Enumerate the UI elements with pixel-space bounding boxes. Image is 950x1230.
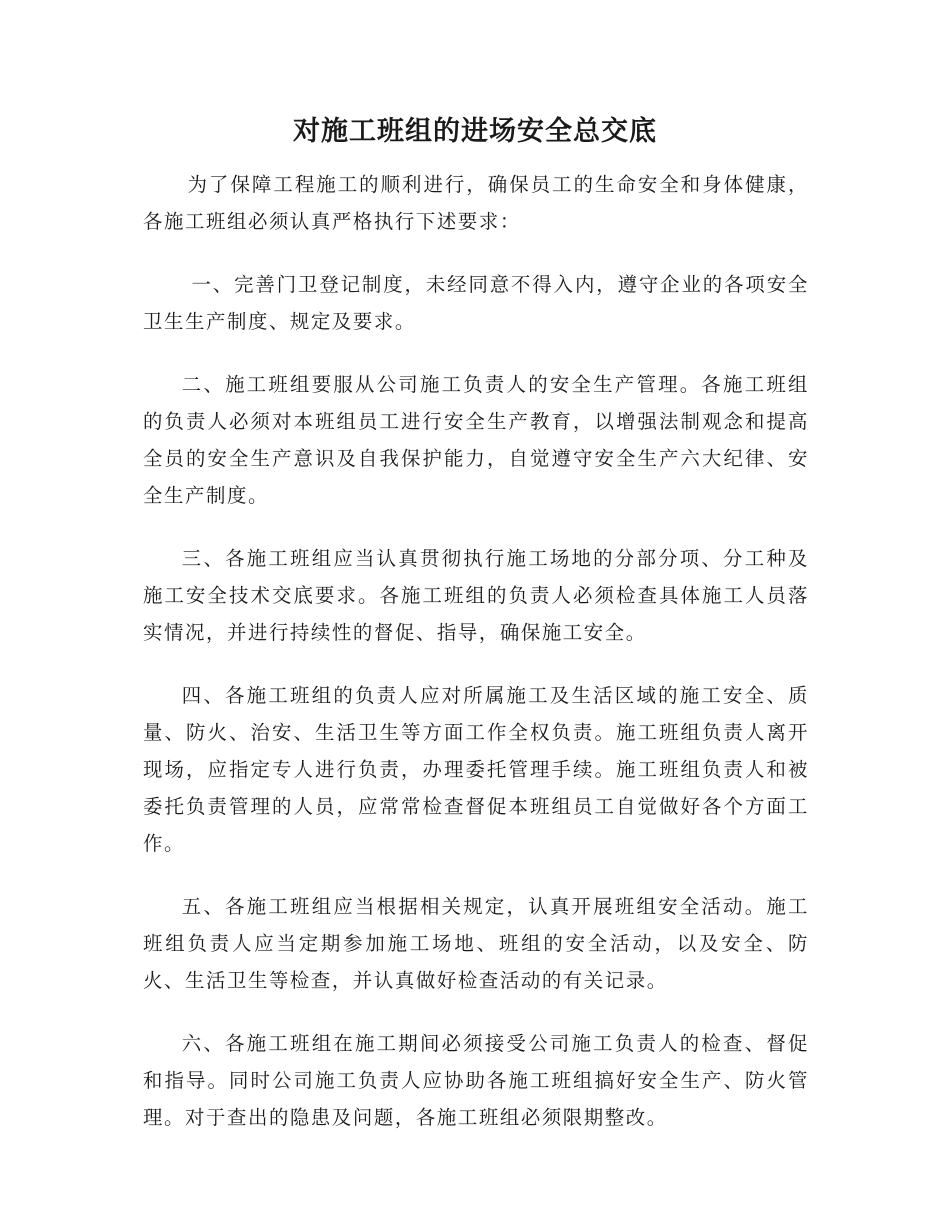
paragraph-5: 五、各施工班组应当根据相关规定，认真开展班组安全活动。施工班组负责人应当定期参加施工场地、班组的安全活动，以及安全、防火、生活卫生等检查，并认真做好检查活动的有关记录。: [143, 895, 809, 992]
paragraph-4: 四、各施工班组的负责人应对所属施工及生活区域的施工安全、质量、防火、治安、生活卫生等方面工作全权负责。施工班组负责人离开现场，应指定专人进行负责，办理委托管理手续。施工班组负责人和被委托负责管理的人员，应常常检查督促本班组员工自觉做好各个方面工作。: [143, 684, 809, 855]
paragraph-1: 一、完善门卫登记制度，未经同意不得入内，遵守企业的各项安全卫生生产制度、规定及要求。: [143, 273, 809, 333]
document-body: [143, 166, 809, 1162]
paragraph-6: 六、各施工班组在施工期间必须接受公司施工负责人的检查、督促和指导。同时公司施工负责人应协助各施工班组搞好安全生产、防火管理。对于查出的隐患及问题，各施工班组必须限期整改。: [143, 1032, 809, 1129]
paragraph-3: 三、各施工班组应当认真贯彻执行施工场地的分部分项、分工种及施工安全技术交底要求。各施工班组的负责人必须检查具体施工人员落实情况，并进行持续性的督促、指导，确保施工安全。: [143, 547, 809, 644]
intro-paragraph: 为了保障工程施工的顺利进行，确保员工的生命安全和身体健康，各施工班组必须认真严格执行下述要求：: [143, 173, 809, 233]
paragraph-2: 二、施工班组要服从公司施工负责人的安全生产管理。各施工班组的负责人必须对本班组员工进行安全生产教育，以增强法制观念和提高全员的安全生产意识及自我保护能力，自觉遵守安全生产六大纪律、安全生产制度。: [143, 373, 809, 507]
document-title: 对施工班组的进场安全总交底: [293, 116, 657, 147]
